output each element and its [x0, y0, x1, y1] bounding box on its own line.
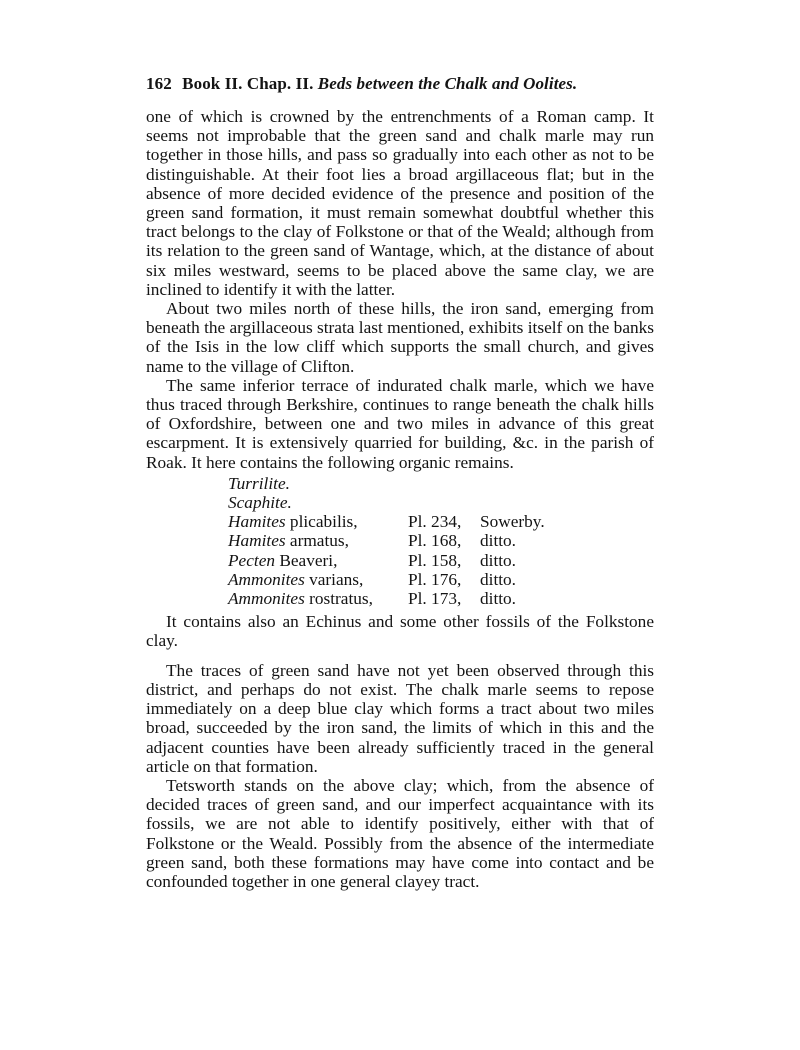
paragraph-echinus: It contains also an Echinus and some other fossils of the Folkstone clay. [146, 612, 654, 651]
paragraph-tetsworth: Tetsworth stands on the above clay; which, from the absence of decided traces of green sand, and our imperfect acquaintance with its fossils, we are not able to identify positively, either with that of Folkstone or the Weald. Possibly from the absence of the intermediate green sand, both these formations may have come into contact and be confounded together in one general clayey tract. [146, 775, 654, 891]
book-chapter: Book II. Chap. II. [182, 74, 314, 93]
fossil-genus: Ammonites [228, 569, 305, 589]
fossil-row [228, 493, 545, 512]
fossil-authority: ditto. [480, 569, 517, 589]
fossil-genus: Hamites [228, 512, 286, 532]
fossil-genus: Turrilite. [228, 473, 290, 493]
fossil-species: plicabilis, [285, 512, 358, 532]
fossil-row [228, 551, 545, 570]
section-title: Beds between the Chalk and Oolites. [317, 74, 578, 93]
fossil-row [228, 531, 545, 550]
fossil-row [228, 512, 545, 531]
fossil-plate: Pl. 173, [408, 589, 462, 609]
paragraph-continued: one of which is crowned by the entrenchments of a Roman camp. It seems not improbable that the green sand and chalk marle may run together in those hills, and pass so gradually into each other as not to be distinguishable. At their foot lies a broad argillaceous flat; but in the absence of more decided evidence of the presence and position of the green sand formation, it must remain somewhat doubtful whether this tract belongs to the clay of Folkstone or that of the Weald; although from its relation to the green sand of Wantage, which, at the distance of about six miles westward, seems to be placed above the same clay, we are inclined to identify it with the latter. [146, 107, 654, 299]
fossil-authority: ditto. [480, 589, 517, 609]
fossil-plate [408, 474, 480, 493]
fossil-authority: Sowerby. [480, 512, 545, 532]
fossil-genus: Ammonites [228, 589, 305, 609]
fossil-row [228, 570, 545, 589]
fossil-genus: Scaphite. [228, 493, 292, 513]
fossil-plate [408, 493, 480, 512]
fossil-species: Beaveri, [275, 550, 338, 570]
fossil-species: varians, [304, 569, 364, 589]
paragraph-iron-sand: About two miles north of these hills, the iron sand, emerging from beneath the argillaceous strata last mentioned, exhibits itself on the banks of the Isis in the low cliff which supports the small church, and gives name to the village of Clifton. [146, 299, 654, 376]
fossil-genus: Pecten [228, 550, 276, 570]
fossil-plate: Pl. 168, [408, 531, 462, 551]
fossil-authority: ditto. [480, 550, 517, 570]
fossil-row [228, 474, 545, 493]
fossil-plate: Pl. 234, [408, 512, 462, 532]
book-page [146, 74, 654, 891]
fossil-authority: ditto. [480, 531, 517, 551]
paragraph-chalk-marle: The same inferior terrace of indurated chalk marle, which we have thus traced through Berkshire, continues to range beneath the chalk hills of Oxfordshire, between one and two miles in advance of this great escarpment. It is extensively quarried for building, &c. in the parish of Roak. It here contains the following organic remains. [146, 375, 654, 472]
fossil-genus: Hamites [228, 531, 286, 551]
fossil-authority [480, 493, 545, 512]
fossil-species: rostratus, [304, 589, 373, 609]
page-number: 162 [146, 74, 172, 93]
fossil-species: armatus, [285, 531, 349, 551]
fossil-row [228, 589, 545, 608]
fossil-authority [480, 474, 545, 493]
fossil-plate: Pl. 158, [408, 550, 462, 570]
running-header [146, 74, 654, 94]
fossil-list [228, 474, 545, 608]
paragraph-green-sand-traces: The traces of green sand have not yet been observed through this district, and perhaps do not exist. The chalk marle seems to repose immediately on a deep blue clay which forms a tract about two miles broad, succeeded by the iron sand, the limits of which in this and the adjacent counties have been already sufficiently traced in the general article on that formation. [146, 660, 654, 776]
fossil-plate: Pl. 176, [408, 569, 462, 589]
